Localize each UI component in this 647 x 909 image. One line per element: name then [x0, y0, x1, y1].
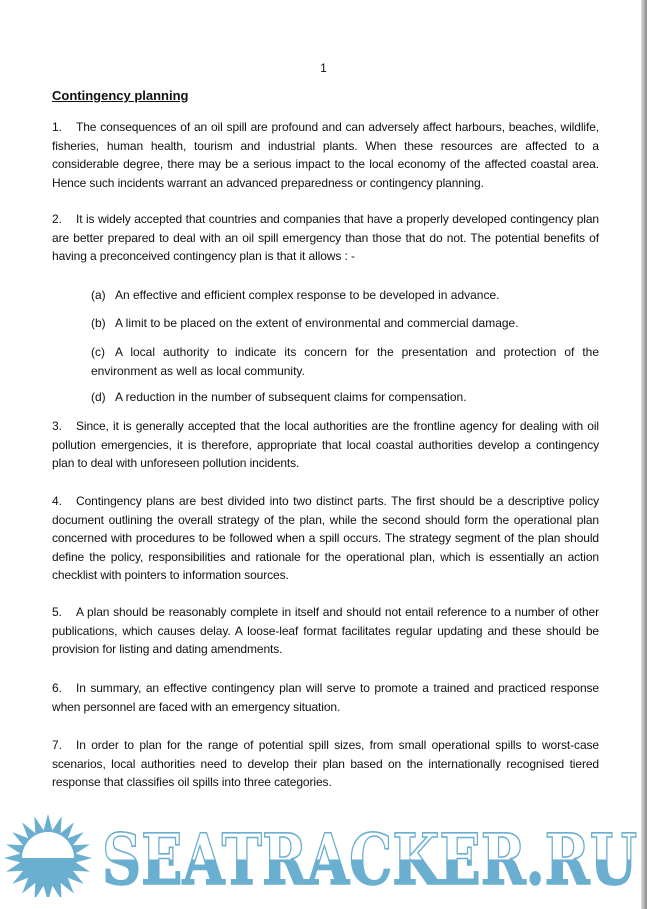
list-label: (c) — [91, 345, 105, 359]
paragraph-number: 4. — [52, 494, 62, 508]
list-label: (a) — [91, 288, 106, 302]
paragraph-number: 2. — [52, 212, 62, 226]
paragraph-1 — [52, 118, 599, 192]
list-text: An effective and efficient complex response to be developed in advance. — [115, 288, 500, 302]
list-item-a — [91, 286, 599, 305]
paragraph-text: Since, it is generally accepted that the local authorities are the frontline agency for dealing with oil pollution emergencies, it is therefore, appropriate that local coastal authorities develop a contingency plan to deal with unforeseen pollution incidents. — [52, 419, 599, 471]
paragraph-number: 3. — [52, 419, 62, 433]
paragraph-5 — [52, 603, 599, 659]
paragraph-text: In summary, an effective contingency plan will serve to promote a trained and practiced response when personnel are faced with an emergency situation. — [52, 681, 599, 714]
paragraph-text: The consequences of an oil spill are profound and can adversely affect harbours, beaches, wildlife, fisheries, human health, tourism and industrial plants. When these resources are affected to a considerable degree, there may be a serious impact to the local economy of the affected coastal area. Hence such incidents warrant an advanced preparedness or contingency planning. — [52, 120, 599, 190]
list-label: (d) — [91, 390, 106, 404]
watermark-text: SEATRACKER.RU — [102, 818, 637, 897]
paragraph-text: A plan should be reasonably complete in itself and should not entail reference to a number of other publications, which causes delay. A loose-leaf format facilitates regular updating and these should be provision for listing and dating amendments. — [52, 605, 599, 657]
list-text: A limit to be placed on the extent of environmental and commercial damage. — [115, 316, 519, 330]
paragraph-text: Contingency plans are best divided into two distinct parts. The first should be a descriptive policy document outlining the overall strategy of the plan, while the second should form the operational plan concerned with procedures to be followed when a spill occurs. The strategy segment of the plan should define the policy, responsibilities and rationale for the operational plan, which is essentially an action checklist with pointers to information sources. — [52, 494, 599, 583]
watermark-logo — [0, 812, 640, 897]
paragraph-text: In order to plan for the range of potential spill sizes, from small operational spills to worst-case scenarios, local authorities need to develop their plan based on the internationally recognised tiered response that classifies oil spills into three categories. — [52, 738, 599, 790]
list-item-d — [91, 388, 599, 407]
page-edge — [641, 0, 647, 909]
section-title: Contingency planning — [52, 88, 189, 103]
paragraph-number: 6. — [52, 681, 62, 695]
list-label: (b) — [91, 316, 106, 330]
page-number: 1 — [320, 61, 327, 75]
list-text: A reduction in the number of subsequent claims for compensation. — [115, 390, 467, 404]
paragraph-3 — [52, 417, 599, 473]
paragraph-number: 7. — [52, 738, 62, 752]
paragraph-6 — [52, 679, 599, 716]
list-text: A local authority to indicate its concern for the presentation and protection of the environment as well as local community. — [91, 345, 599, 378]
list-item-c — [91, 343, 599, 380]
sun-icon — [4, 814, 92, 897]
paragraph-7 — [52, 736, 599, 792]
paragraph-number: 1. — [52, 120, 62, 134]
list-item-b — [91, 314, 599, 333]
paragraph-text: It is widely accepted that countries and companies that have a properly developed contingency plan are better prepared to deal with an oil spill emergency than those that do not. The potential benefits of having a preconceived contingency plan is that it allows : - — [52, 212, 599, 264]
paragraph-2 — [52, 210, 599, 266]
paragraph-number: 5. — [52, 605, 62, 619]
paragraph-4 — [52, 492, 599, 585]
